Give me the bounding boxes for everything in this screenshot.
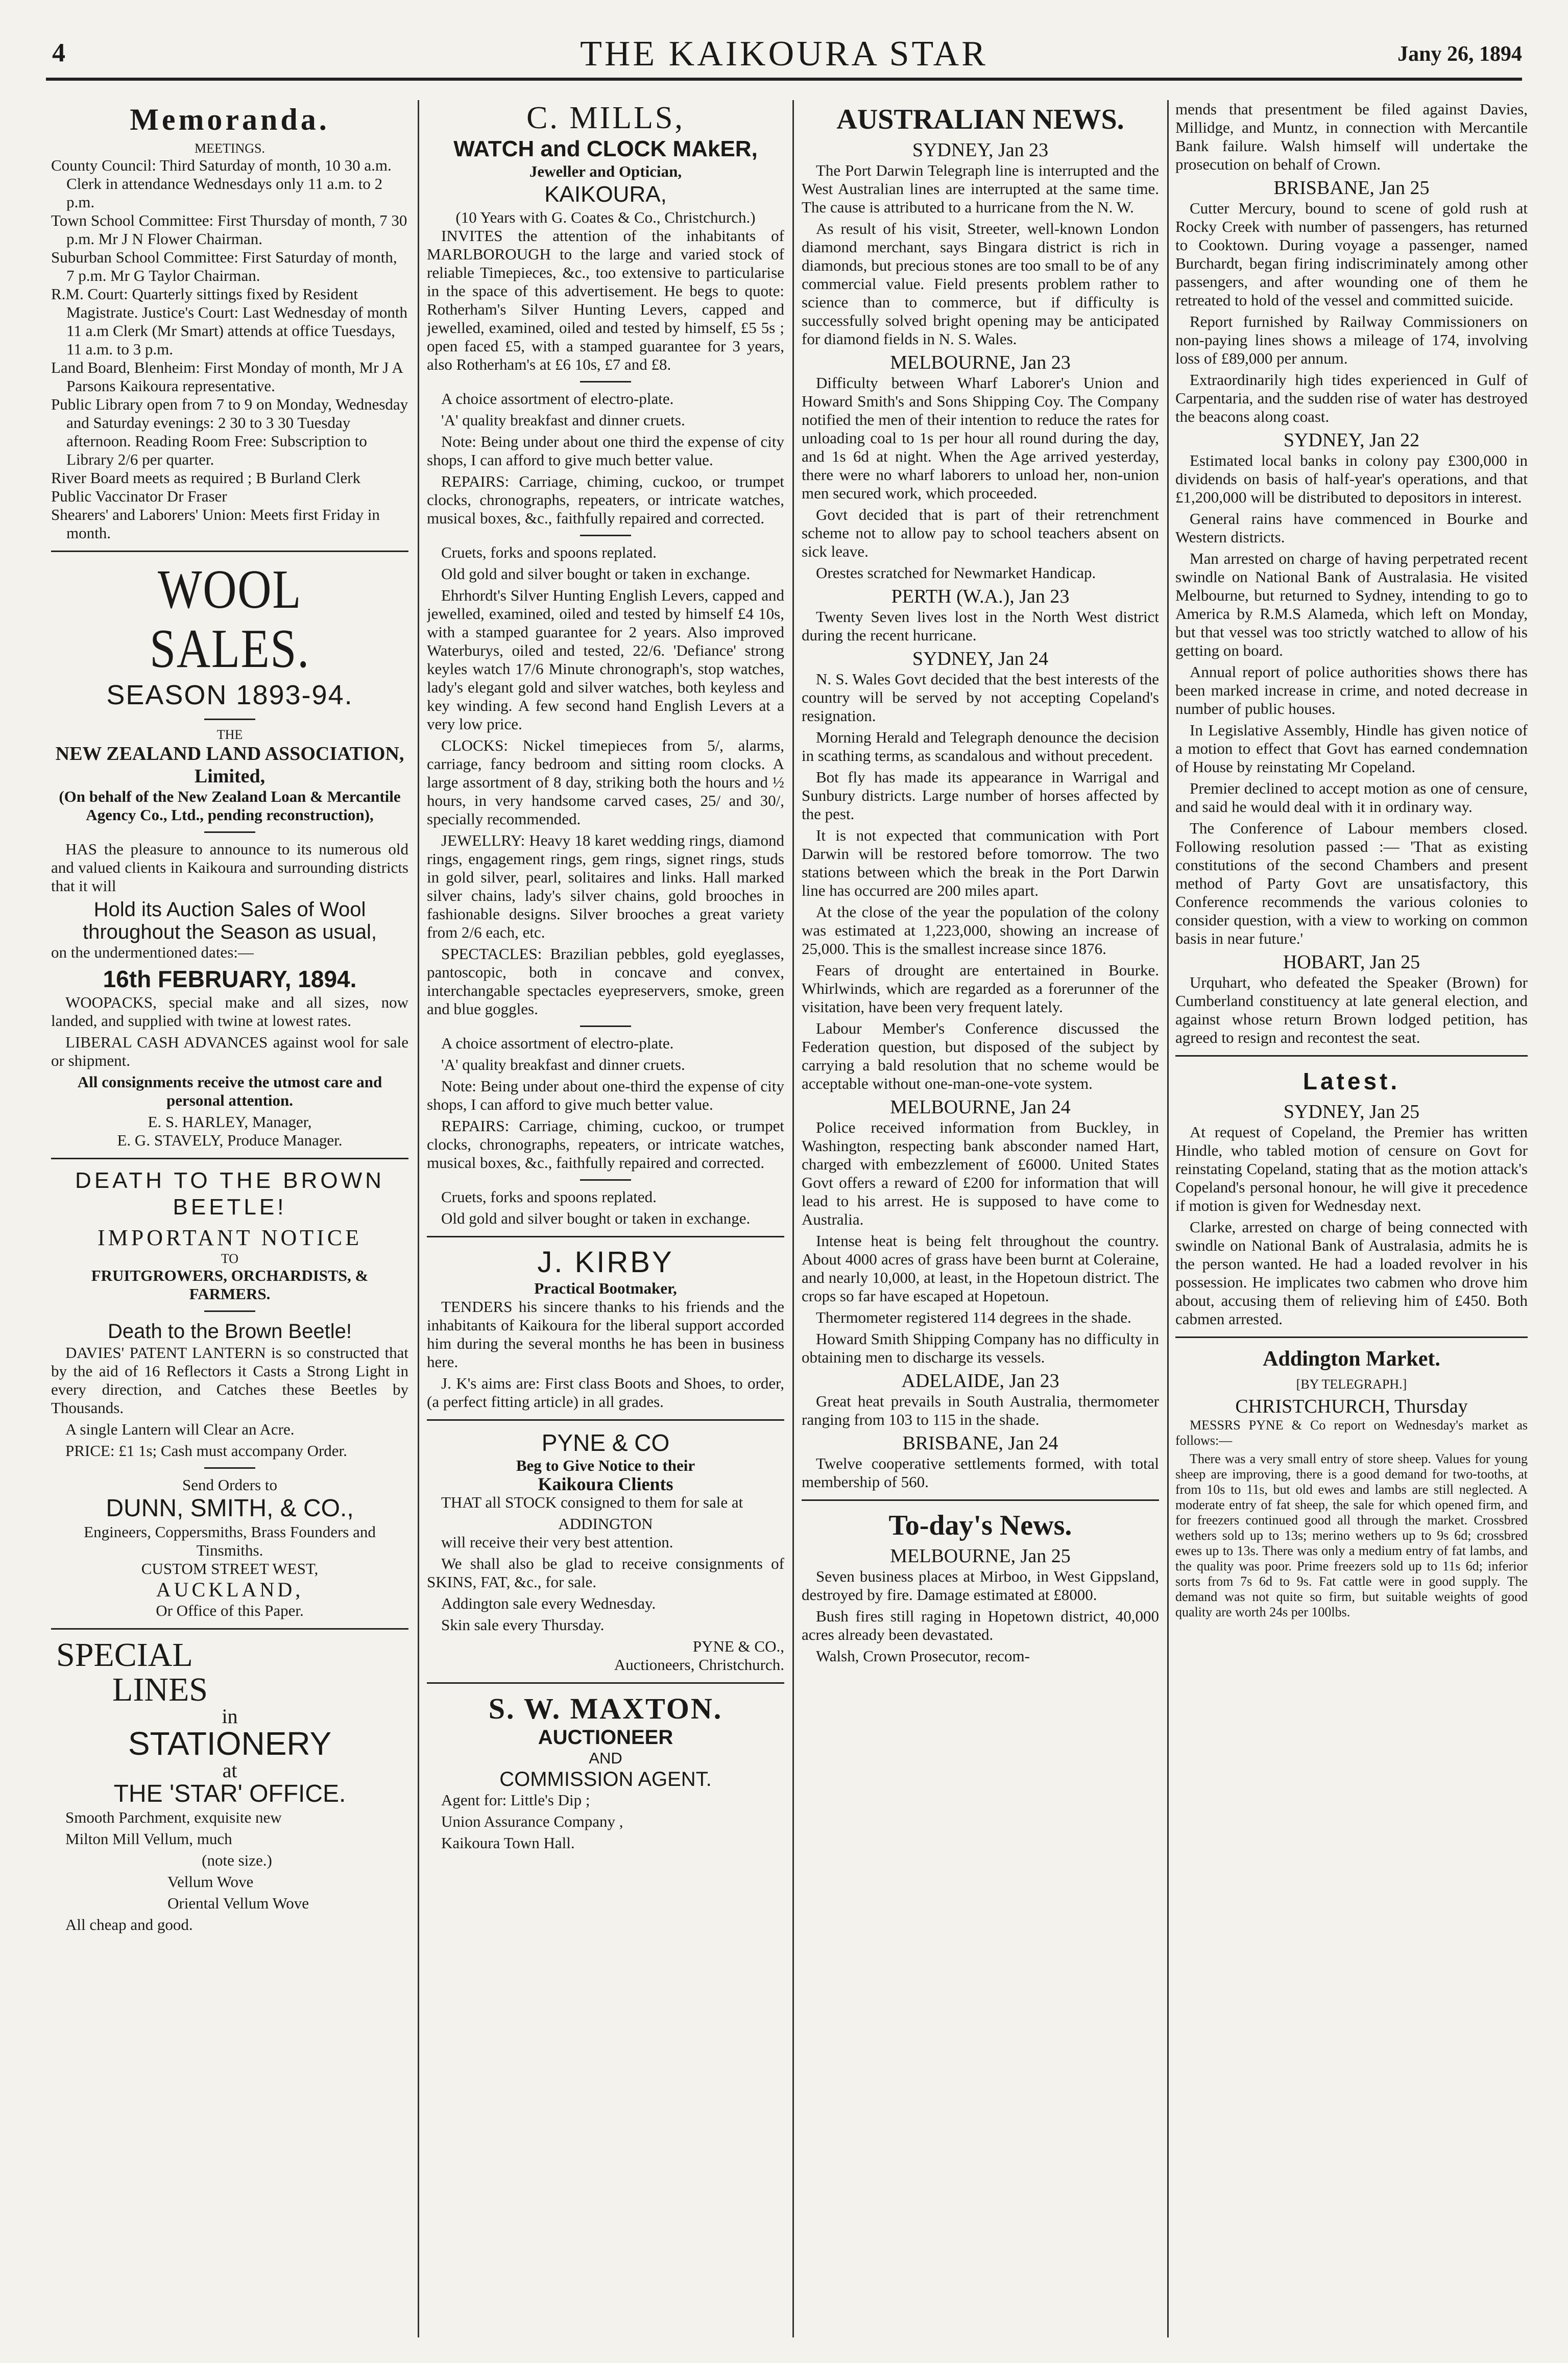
special-item: (note size.) [202, 1851, 272, 1869]
wool-the: THE [216, 727, 243, 742]
news-paragraph: At the close of the year the population of the colony was estimated at 1,223,000, showing an increase of 25,000. This is the smallest increase since 1876. [802, 903, 1159, 958]
divider [1175, 1055, 1528, 1057]
column-1 [51, 100, 408, 2343]
pyne-signature: PYNE & CO., [692, 1637, 784, 1655]
special-heading: LINES [112, 1671, 208, 1708]
pyne-text: ADDINGTON [558, 1515, 653, 1533]
pyne-text: Addington sale every Wednesday. [441, 1594, 656, 1612]
mills-text: Note: Being under about one third the expense of city shops, I can afford to give much better value. [427, 433, 784, 469]
beetle-to: TO [221, 1251, 239, 1266]
beetle-who: FRUITGROWERS, ORCHARDISTS, & FARMERS. [91, 1267, 369, 1303]
news-paragraph: Premier declined to accept motion as one of censure, and said he would deal with it in ordinary way. [1175, 779, 1528, 816]
news-paragraph: Labour Member's Conference discussed the Federation question, but disposed of the subject by carrying a bald resolution that no scheme would be acceptable without one-man-one-vote system. [802, 1019, 1159, 1092]
wool-sales-title: WOOL SALES. [150, 559, 310, 679]
news-paragraph: Annual report of police authorities shows there has been marked increase in crime, and noted decrease in number of public houses. [1175, 663, 1528, 718]
news-paragraph: Estimated local banks in colony pay £300,000 in dividends on basis of half-year's operations, and that £1,200,000 will be distributed to depositors in interest. [1175, 451, 1528, 506]
news-paragraph: Intense heat is being felt throughout the country. About 4000 acres of grass have been burnt at Coleraine, and nearly 10,000, at least, in the Hopetoun district. The crops so far have escaped at Hopetoun. [802, 1232, 1159, 1305]
dateline: CHRISTCHURCH, Thursday [1235, 1396, 1468, 1417]
paper-title: THE KAIKOURA STAR [580, 34, 988, 74]
maxton-line: AUCTIONEER [538, 1726, 673, 1749]
divider [580, 1025, 631, 1027]
addington-market-title: Addington Market. [1263, 1347, 1440, 1371]
memo-item: Public Vaccinator Dr Fraser [51, 487, 227, 505]
pyne-text: will receive their very best attention. [441, 1533, 673, 1551]
beetle-office: Or Office of this Paper. [156, 1602, 304, 1619]
mills-text: 'A' quality breakfast and dinner cruets. [441, 411, 685, 429]
wool-behalf: (On behalf of the New Zealand Loan & Mercantile Agency Co., Ltd., pending reconstruction), [59, 787, 401, 824]
column-divider [418, 100, 419, 2337]
news-paragraph: Clarke, arrested on charge of being connected with swindle on National Bank of Australasia, admits he is the person wanted. He had a loaded revolver in his possession. He implicates two cabmen who drove him about, accusing them of relieving him of £450. Both cabmen arrested. [1175, 1218, 1528, 1328]
news-paragraph: Twenty Seven lives lost in the North West district during the recent hurricane. [802, 608, 1159, 644]
mills-place: KAIKOURA, [544, 182, 667, 207]
news-paragraph: Govt decided that is part of their retrenchment scheme not to allow pay to school teachers absent on sick leave. [802, 506, 1159, 560]
pyne-text: Skin sale every Thursday. [441, 1616, 605, 1634]
wool-text: WOOPACKS, special make and all sizes, now landed, and supplied with twine at lowest rates. [51, 993, 408, 1030]
dateline: PERTH (W.A.), Jan 23 [891, 586, 1070, 607]
memo-item: R.M. Court: Quarterly sittings fixed by Resident Magistrate. Justice's Court: Last Wednesday of month 11 a.m Clerk (Mr Smart) attends at office Tuesdays, 11 a.m. to 3 p.m. [51, 285, 408, 358]
news-paragraph: Twelve cooperative settlements formed, with total membership of 560. [802, 1454, 1159, 1491]
beetle-city: AUCKLAND, [156, 1578, 304, 1601]
special-item: Vellum Wove [167, 1873, 254, 1891]
masthead-rule [46, 78, 1522, 81]
news-paragraph: Extraordinarily high tides experienced in Gulf of Carpentaria, and the sudden rise of water has destroyed the beacons along coast. [1175, 371, 1528, 425]
mills-text: CLOCKS: Nickel timepieces from 5/, alarms, carriage, fancy bedroom and sitting room clocks. A large assortment of 8 day, striking both the hours and ½ hours, in very handsome carved cases, 25/ and 30/, specially recommended. [427, 736, 784, 828]
special-item: Milton Mill Vellum, much [65, 1830, 232, 1848]
beetle-notice: IMPORTANT NOTICE [97, 1225, 363, 1250]
maxton-line: Agent for: Little's Dip ; [441, 1791, 590, 1809]
mills-text: Cruets, forks and spoons replated. [441, 1188, 657, 1206]
column-divider [792, 100, 794, 2337]
wool-association: NEW ZEALAND LAND ASSOCIATION, Limited, [55, 743, 404, 787]
mills-text: REPAIRS: Carriage, chiming, cuckoo, or trumpet clocks, chronographs, repeaters, or intricate watches, musical boxes, &c., faithfully repaired and corrected. [427, 1117, 784, 1172]
memoranda-title: Memoranda. [130, 103, 330, 136]
dateline: SYDNEY, Jan 22 [1283, 429, 1420, 451]
mills-text: Note: Being under about one-third the expense of city shops, I can afford to give much better value. [427, 1077, 784, 1113]
maxton-line: AND [589, 1749, 622, 1767]
mills-text: SPECTACLES: Brazilian pebbles, gold eyeglasses, pantoscopic, both in concave and convex, interchangable spectacles eyepreservers, smoke, green and blue goggles. [427, 945, 784, 1018]
column-4 [1175, 100, 1528, 2343]
divider [51, 551, 408, 552]
wool-text: Hold its Auction Sales of Wool throughout the Season as usual, [83, 898, 377, 943]
column-divider [1167, 100, 1169, 2337]
wool-text: All consignments receive the utmost care and personal attention. [77, 1073, 382, 1109]
kirby-trade: Practical Bootmaker, [534, 1279, 677, 1297]
mills-text: REPAIRS: Carriage, chiming, cuckoo, or trumpet clocks, chronographs, repeaters, or intricate watches, musical boxes, &c., faithfully repaired and corrected. [427, 472, 784, 527]
news-paragraph: MESSRS PYNE & Co report on Wednesday's market as follows:— [1175, 1418, 1528, 1448]
divider [580, 381, 631, 383]
beetle-firm: DUNN, SMITH, & CO., [106, 1495, 354, 1522]
divider [427, 1682, 784, 1684]
pyne-text: We shall also be glad to receive consignments of SKINS, FAT, &c., for sale. [427, 1555, 784, 1591]
news-paragraph: Morning Herald and Telegraph denounce the decision in scathing terms, as scandalous and without precedent. [802, 728, 1159, 765]
special-item: Smooth Parchment, exquisite new [65, 1808, 282, 1826]
beetle-text: A single Lantern will Clear an Acre. [65, 1420, 295, 1438]
divider [1175, 1336, 1528, 1338]
pyne-line: Beg to Give Notice to their [516, 1457, 695, 1474]
news-paragraph: In Legislative Assembly, Hindle has given notice of a motion to effect that Govt has earned condemnation of House by reinstating Mr Copeland. [1175, 721, 1528, 776]
wool-text: on the undermentioned dates:— [51, 943, 254, 961]
beetle-text: PRICE: £1 1s; Cash must accompany Order. [65, 1442, 347, 1460]
wool-signature: E. G. STAVELY, Produce Manager. [117, 1131, 343, 1149]
news-paragraph: Difficulty between Wharf Laborer's Union and Howard Smith's and Sons Shipping Coy. The Company notified the men of their intention to reduce the rates for unloading coal to 1s per hour all round during the day, and 1s 6d at night. When the Age arrived yesterday, there were no wharf laborers to unload her, non-union men secured work, which proceeded. [802, 374, 1159, 502]
divider [51, 1628, 408, 1630]
kirby-text: TENDERS his sincere thanks to his friends and the inhabitants of Kaikoura for the liberal support accorded him during the several months he has been in business here. [427, 1298, 784, 1371]
masthead [46, 34, 1522, 75]
maxton-line: Union Assurance Company , [441, 1812, 623, 1830]
wool-text: LIBERAL CASH ADVANCES against wool for sale or shipment. [51, 1033, 408, 1069]
divider [204, 1310, 255, 1312]
beetle-title: DEATH TO THE BROWN BEETLE! [75, 1168, 384, 1220]
news-paragraph: Howard Smith Shipping Company has no difficulty in obtaining men to discharge its vessels. [802, 1330, 1159, 1366]
special-heading: SPECIAL [56, 1636, 193, 1674]
memoranda-subtitle: MEETINGS. [195, 141, 265, 156]
news-paragraph: The Port Darwin Telegraph line is interrupted and the West Australian lines are interrupted at the same time. The cause is attributed to a hurricane from the N. W. [802, 161, 1159, 216]
maxton-name: S. W. MAXTON. [488, 1692, 723, 1725]
news-paragraph: Seven business places at Mirboo, in West Gippsland, destroyed by fire. Damage estimated at £8000. [802, 1567, 1159, 1604]
pyne-signature: Auctioneers, Christchurch. [614, 1656, 784, 1674]
mills-name: C. MILLS, [526, 101, 685, 135]
divider [204, 719, 255, 720]
dateline: HOBART, Jan 25 [1283, 951, 1420, 973]
news-paragraph: Walsh, Crown Prosecutor, recom- [816, 1647, 1030, 1665]
mills-text: Old gold and silver bought or taken in exchange. [441, 1209, 751, 1227]
dateline: ADELAIDE, Jan 23 [901, 1370, 1059, 1392]
memo-item: Suburban School Committee: First Saturday of month, 7 p.m. Mr G Taylor Chairman. [51, 248, 397, 284]
news-paragraph: Urquhart, who defeated the Speaker (Brown) for Cumberland constituency at late general election, and against whose return Brown lodged petition, has agreed to resign and recontest the seat. [1175, 973, 1528, 1046]
todays-news-title: To-day's News. [888, 1510, 1072, 1541]
special-at: at [222, 1759, 237, 1782]
pyne-text: THAT all STOCK consigned to them for sale at [441, 1493, 743, 1511]
beetle-text: DAVIES' PATENT LANTERN is so constructed that by the aid of 16 Reflectors it Casts a Strong Light in every direction, and Catches these Beetles by Thousands. [51, 1344, 408, 1417]
beetle-head: Death to the Brown Beetle! [107, 1320, 352, 1343]
kirby-text: J. K's aims are: First class Boots and Shoes, to order, (a perfect fitting article) in all grades. [427, 1374, 784, 1411]
news-paragraph: General rains have commenced in Bourke and Western districts. [1175, 510, 1528, 546]
dateline: SYDNEY, Jan 24 [912, 648, 1049, 670]
dateline: MELBOURNE, Jan 24 [890, 1096, 1071, 1118]
beetle-trades: Engineers, Coppersmiths, Brass Founders and Tinsmiths. [84, 1523, 376, 1559]
news-paragraph: Great heat prevails in South Australia, thermometer ranging from 103 to 115 in the shade. [802, 1392, 1159, 1428]
beetle-send: Send Orders to [182, 1476, 277, 1494]
wool-signature: E. S. HARLEY, Manager, [148, 1113, 312, 1131]
divider [204, 1467, 255, 1469]
news-paragraph: Orestes scratched for Newmarket Handicap. [816, 564, 1096, 582]
memo-item: River Board meets as required ; B Burland Clerk [51, 469, 361, 487]
maxton-line: COMMISSION AGENT. [499, 1768, 712, 1791]
dateline: MELBOURNE, Jan 25 [890, 1545, 1071, 1567]
memo-item: Town School Committee: First Thursday of month, 7 30 p.m. Mr J N Flower Chairman. [51, 211, 407, 248]
divider [204, 831, 255, 833]
wool-sale-date: 16th FEBRUARY, 1894. [103, 966, 357, 992]
page-number: 4 [52, 38, 65, 67]
mills-text: A choice assortment of electro-plate. [441, 1034, 674, 1052]
news-paragraph: Fears of drought are entertained in Bourke. Whirlwinds, which are regarded as a forerunner of the visitation, have been very frequent lately. [802, 961, 1159, 1016]
memo-item: Shearers' and Laborers' Union: Meets first Friday in month. [51, 506, 380, 542]
mills-trade: WATCH and CLOCK MAkER, [453, 136, 758, 161]
issue-date: Jany 26, 1894 [1397, 42, 1522, 66]
mills-years: (10 Years with G. Coates & Co., Christchurch.) [455, 208, 756, 226]
mills-text: JEWELLRY: Heavy 18 karet wedding rings, diamond rings, engagement rings, gem rings, signet rings, studs in gold silver, pearl, solitaires and links. Hall marked silver chains, lady's silver chains, gold brooches in fashionable designs. Silver brooches a great variety from 2/6 each, etc. [427, 831, 784, 941]
mills-text: 'A' quality breakfast and dinner cruets. [441, 1056, 685, 1073]
mills-text: Ehrhordt's Silver Hunting English Levers, capped and jewelled, examined, oiled and tested by himself £4 10s, with a stamped guarantee for 2 years. Also improved Waterburys, oiled and tested, 22/6. 'Defiance' strong keyles watch 17/6 Minute chronograph's, stop watches, lady's elegant gold and silver watches, both keyless and key winding. A few second hand English Levers at a very low price. [427, 586, 784, 733]
wool-text: HAS the pleasure to announce to its numerous old and valued clients in Kaikoura and surrounding districts that it will [51, 840, 408, 895]
special-office: THE 'STAR' OFFICE. [113, 1780, 346, 1807]
news-paragraph: N. S. Wales Govt decided that the best interests of the country will be served by not accepting Copeland's resignation. [802, 670, 1159, 725]
news-paragraph: As result of his visit, Streeter, well-known London diamond merchant, says Bingara district is rich in diamonds, but precious stones are too small to be of any commercial value. Field presents problem rather to science than to commerce, but if difficulty is successfully solved bright opening may be anticipated for diamond fields in N. S. Wales. [802, 220, 1159, 348]
pyne-name: PYNE & CO [541, 1429, 670, 1456]
news-paragraph: Bush fires still raging in Hopetown district, 40,000 acres already been devastated. [802, 1607, 1159, 1643]
by-telegraph: [BY TELEGRAPH.] [1296, 1377, 1407, 1392]
pyne-line: Kaikoura Clients [538, 1474, 673, 1494]
memo-item: Public Library open from 7 to 9 on Monday, Wednesday and Saturday evenings: 2 30 to 3 30 Tuesday afternoon. Reading Room Free: Subscription to Library 2/6 per quarter. [51, 395, 408, 468]
memo-item: Land Board, Blenheim: First Monday of month, Mr J A Parsons Kaikoura representative. [51, 359, 402, 395]
mills-sub: Jeweller and Optician, [529, 162, 682, 180]
column-2 [427, 100, 784, 2343]
mills-text: INVITES the attention of the inhabitants of MARLBOROUGH to the large and varied stock of reliable Timepieces, &c., too extensive to particularise in the space of this advertisement. He begs to quote: Rotherham's Silver Hunting Levers, capped and jewelled, examined, oiled and tested by himself, £5 5s ; open faced £5, with a stamped guarantee for 3 years, also Rotherham's at £6 10s, £7 and £8. [427, 227, 784, 373]
wool-season: SEASON 1893-94. [106, 680, 353, 710]
special-item: All cheap and good. [65, 1916, 193, 1934]
beetle-street: CUSTOM STREET WEST, [141, 1560, 319, 1578]
kirby-name: J. KIRBY [537, 1246, 674, 1279]
maxton-line: Kaikoura Town Hall. [441, 1834, 575, 1852]
news-paragraph: Thermometer registered 114 degrees in the shade. [816, 1308, 1131, 1326]
divider [427, 1419, 784, 1421]
dateline: MELBOURNE, Jan 23 [890, 352, 1071, 373]
mills-text: Cruets, forks and spoons replated. [441, 543, 657, 561]
mills-text: A choice assortment of electro-plate. [441, 390, 674, 408]
divider [427, 1236, 784, 1237]
divider [580, 535, 631, 536]
dateline: SYDNEY, Jan 25 [1283, 1101, 1420, 1123]
special-stationery: STATIONERY [128, 1725, 332, 1762]
dateline: BRISBANE, Jan 24 [902, 1433, 1058, 1454]
news-paragraph: The Conference of Labour members closed. Following resolution passed :— 'That as existing constitutions of the second Chambers and present method of Party Govt are unsatisfactory, this Conference recommends the various colonies to consider question, with a view to working on common basis in near future.' [1175, 819, 1528, 947]
news-paragraph: Report furnished by Railway Commissioners on non-paying lines shows a mileage of 174, involving loss of £89,000 per annum. [1175, 313, 1528, 367]
news-paragraph: At request of Copeland, the Premier has written Hindle, who tabled motion of censure on Govt for reinstating Copeland, stating that as the motion attack's Copeland's personal honour, he will give it precedence if motion is given for Wednesday next. [1175, 1123, 1528, 1214]
news-paragraph: mends that presentment be filed against Davies, Millidge, and Muntz, in connection with Mercantile Bank failure. Walsh himself will undertake the prosecution on behalf of Crown. [1175, 100, 1528, 173]
divider [802, 1499, 1159, 1501]
special-in: in [222, 1705, 238, 1728]
divider [580, 1179, 631, 1181]
special-item: Oriental Vellum Wove [167, 1894, 309, 1912]
mills-text: Old gold and silver bought or taken in exchange. [441, 565, 751, 583]
australian-news-title: AUSTRALIAN NEWS. [836, 104, 1124, 135]
news-paragraph: Man arrested on charge of having perpetrated recent swindle on National Bank of Australasia. He visited Melbourne, but returned to Sydney, intending to go to America by R.M.S Alameda, which left on Monday, but that vessel was too strictly watched to allow of his getting on board. [1175, 550, 1528, 659]
news-paragraph: Cutter Mercury, bound to scene of gold rush at Rocky Creek with number of passengers, has returned to Cooktown. During voyage a passenger, named Burchardt, began firing indiscriminately among other passengers, and after wounding one of them he retreated to hold of the vessel and committed suicide. [1175, 199, 1528, 309]
news-paragraph: Police received information from Buckley, in Washington, respecting bank absconder named Hart, charged with embezzlement of £6000. United States Govt offers a reward of £200 for information that will lead to his arrest. He is supposed to have come to Australia. [802, 1118, 1159, 1228]
dateline: BRISBANE, Jan 25 [1273, 177, 1430, 199]
news-paragraph: Bot fly has made its appearance in Warrigal and Sunbury districts. Large number of horses affected by the pest. [802, 768, 1159, 823]
dateline: SYDNEY, Jan 23 [912, 139, 1049, 161]
news-paragraph: It is not expected that communication with Port Darwin will be restored before tomorrow. The two stations between which the break in the Port Darwin line has occurred are 200 miles apart. [802, 826, 1159, 899]
latest-title: Latest. [1302, 1068, 1401, 1094]
memo-item: County Council: Third Saturday of month, 10 30 a.m. Clerk in attendance Wednesdays only 11 a.m. to 2 p.m. [51, 156, 392, 211]
news-paragraph: There was a very small entry of store sheep. Values for young sheep are improving, there is a good demand for two-tooths, at from 10s to 11s, but old ewes and lambs are still neglected. A moderate entry of fat sheep, the sale for which opened firm, and for freezers continued good all through the market. Crossbred wethers sold up to 13s; merino wethers up to 9s 6d; crossbred ewes up to 13s. There was only a medium entry of fat lambs, and the quality was poor. Prime freezers sold up to 11s 6d; inferior sorts from 7s 6d to 9s. Fat cattle were in good supply. The demand was not quite so firm, but suitable weights of good quality are worth 24s per 100lbs. [1175, 1451, 1528, 1619]
column-3 [802, 100, 1159, 2343]
divider [51, 1158, 408, 1159]
